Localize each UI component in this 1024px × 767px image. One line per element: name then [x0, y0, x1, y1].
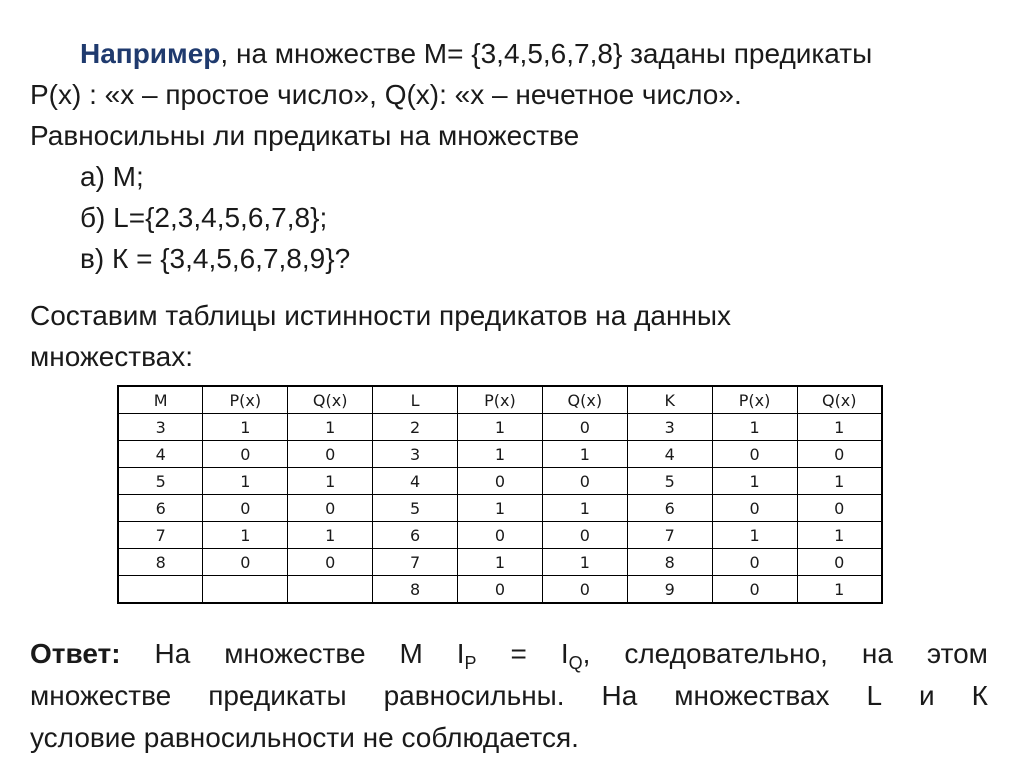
table-cell: 7	[627, 522, 712, 549]
table-cell: 0	[542, 522, 627, 549]
table-cell: 0	[203, 495, 288, 522]
table-cell: 8	[373, 576, 458, 604]
table-cell: 1	[542, 441, 627, 468]
answer-sub-q: Q	[568, 653, 583, 673]
table-cell: 1	[203, 414, 288, 441]
table-cell: 0	[288, 441, 373, 468]
answer-word: этом	[926, 638, 988, 669]
answer-word: на	[861, 638, 893, 669]
table-cell: 8	[627, 549, 712, 576]
table-cell: 1	[712, 522, 797, 549]
table-cell: 6	[627, 495, 712, 522]
table-cell: 1	[288, 414, 373, 441]
table-cell: 0	[288, 549, 373, 576]
answer-word: =	[510, 638, 527, 669]
answer-line-2	[30, 678, 988, 714]
table-cell	[118, 576, 203, 604]
table-cell: 1	[542, 495, 627, 522]
table-cell: 7	[118, 522, 203, 549]
table-cell: 0	[712, 495, 797, 522]
answer-word: L	[866, 680, 883, 711]
table-cell: 0	[203, 441, 288, 468]
table-cell: 6	[118, 495, 203, 522]
answer-word: множестве	[224, 638, 366, 669]
table-cell: 5	[373, 495, 458, 522]
table-cell: 1	[542, 549, 627, 576]
table-header-cell: P(x)	[458, 386, 543, 414]
answer-i-q	[561, 636, 591, 681]
table-cell: 1	[797, 522, 882, 549]
table-cell: 0	[288, 495, 373, 522]
table-cell: 1	[203, 468, 288, 495]
table-header-row	[118, 386, 882, 414]
table-cell: 0	[712, 441, 797, 468]
table-cell: 0	[458, 522, 543, 549]
answer-comma: ,	[582, 638, 591, 669]
table-cell: 6	[373, 522, 458, 549]
table-cell: 7	[373, 549, 458, 576]
answer-word: следовательно,	[624, 638, 828, 669]
table-cell: 1	[458, 495, 543, 522]
answer-word: равносильны.	[383, 680, 565, 711]
answer-word: множестве	[30, 680, 172, 711]
table-row	[118, 522, 882, 549]
table-cell: 9	[627, 576, 712, 604]
table-cell: 1	[797, 576, 882, 604]
table-cell: 5	[118, 468, 203, 495]
table-row	[118, 441, 882, 468]
table-cell: 8	[118, 549, 203, 576]
table-cell: 0	[542, 468, 627, 495]
table-cell: 2	[373, 414, 458, 441]
table-header-cell: M	[118, 386, 203, 414]
table-header-cell: Q(x)	[288, 386, 373, 414]
table-cell: 0	[797, 549, 882, 576]
answer-i-letter: I	[560, 638, 569, 669]
table-header-cell: Q(x)	[542, 386, 627, 414]
table-cell: 0	[542, 414, 627, 441]
table-cell: 1	[203, 522, 288, 549]
table-cell: 1	[458, 414, 543, 441]
table-cell: 4	[118, 441, 203, 468]
truth-table	[117, 385, 883, 604]
answer-i-letter: I	[456, 638, 465, 669]
table-cell: 0	[797, 495, 882, 522]
table-cell: 1	[712, 468, 797, 495]
intro-line-1	[80, 36, 872, 72]
table-cell: 5	[627, 468, 712, 495]
answer-word: К	[971, 680, 988, 711]
option-a: а) М;	[80, 161, 144, 192]
answer-word: множествах	[674, 680, 830, 711]
table-row	[118, 495, 882, 522]
table-cell: 4	[373, 468, 458, 495]
table-cell: 0	[203, 549, 288, 576]
answer-word: и	[919, 680, 935, 711]
table-header-cell: K	[627, 386, 712, 414]
table-cell: 4	[627, 441, 712, 468]
table-row	[118, 414, 882, 441]
table-cell: 3	[627, 414, 712, 441]
table-cell: 1	[797, 414, 882, 441]
answer-word: На	[601, 680, 638, 711]
intro-line-1-rest: , на множестве М= {3,4,5,6,7,8} заданы предикаты	[220, 38, 873, 69]
table-intro-line-1: Составим таблицы истинности предикатов на данных	[30, 300, 732, 331]
table-cell: 0	[712, 576, 797, 604]
table-cell: 0	[797, 441, 882, 468]
table-cell	[288, 576, 373, 604]
answer-line-1	[30, 636, 988, 681]
table-cell: 0	[542, 576, 627, 604]
table-header-cell: P(x)	[203, 386, 288, 414]
option-c: в) К = {3,4,5,6,7,8,9}?	[80, 243, 351, 274]
answer-i-p	[457, 636, 477, 681]
table-cell: 1	[458, 549, 543, 576]
table-cell: 3	[373, 441, 458, 468]
table-header-cell: L	[373, 386, 458, 414]
intro-lead: Например	[80, 38, 221, 69]
table-cell: 1	[288, 468, 373, 495]
answer-word: предикаты	[208, 680, 347, 711]
answer-label: Ответ:	[30, 638, 121, 669]
table-row	[118, 576, 882, 604]
table-row	[118, 468, 882, 495]
answer-word: М	[399, 638, 423, 669]
table-intro-line-2: множествах:	[30, 341, 194, 372]
answer-sub-p: P	[464, 653, 477, 673]
table-cell: 3	[118, 414, 203, 441]
table-header-cell: P(x)	[712, 386, 797, 414]
option-b: б) L={2,3,4,5,6,7,8};	[80, 202, 328, 233]
table-cell: 0	[458, 576, 543, 604]
table-cell: 0	[712, 549, 797, 576]
table-cell	[203, 576, 288, 604]
table-cell: 1	[458, 441, 543, 468]
table-header-cell: Q(x)	[797, 386, 882, 414]
answer-line-3: условие равносильности не соблюдается.	[30, 722, 579, 753]
table-cell: 1	[797, 468, 882, 495]
answer-word: На	[154, 638, 191, 669]
intro-line-3: Равносильны ли предикаты на множестве	[30, 120, 580, 151]
table-cell: 0	[458, 468, 543, 495]
table-row	[118, 549, 882, 576]
table-cell: 1	[712, 414, 797, 441]
intro-line-2: Р(х) : «х – простое число», Q(x): «x – нечетное число».	[30, 79, 742, 110]
table-cell: 1	[288, 522, 373, 549]
